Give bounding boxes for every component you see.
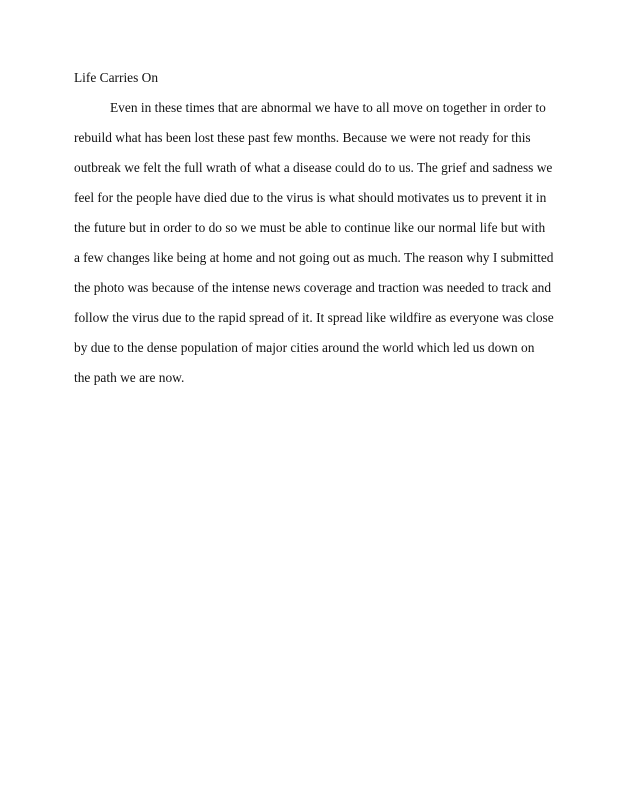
document-body <box>74 99 554 399</box>
body-line: outbreak we felt the full wrath of what a disease could do to us. The grief and sadness we <box>74 160 553 175</box>
body-line: by due to the dense population of major cities around the world which led us down on <box>74 340 535 355</box>
body-line: follow the virus due to the rapid spread of it. It spread like wildfire as everyone was close <box>74 310 554 325</box>
body-line: the photo was because of the intense news coverage and traction was needed to track and <box>74 280 552 295</box>
body-line: feel for the people have died due to the virus is what should motivates us to prevent it in <box>74 190 547 205</box>
body-line: the future but in order to do so we must be able to continue like our normal life but with <box>74 220 546 235</box>
body-line: rebuild what has been lost these past few months. Because we were not ready for this <box>74 130 531 145</box>
document-title: Life Carries On <box>74 70 159 85</box>
body-line: the path we are now. <box>74 370 185 385</box>
body-line: Even in these times that are abnormal we have to all move on together in order to <box>110 100 546 115</box>
body-line: a few changes like being at home and not going out as much. The reason why I submitted <box>74 250 554 265</box>
